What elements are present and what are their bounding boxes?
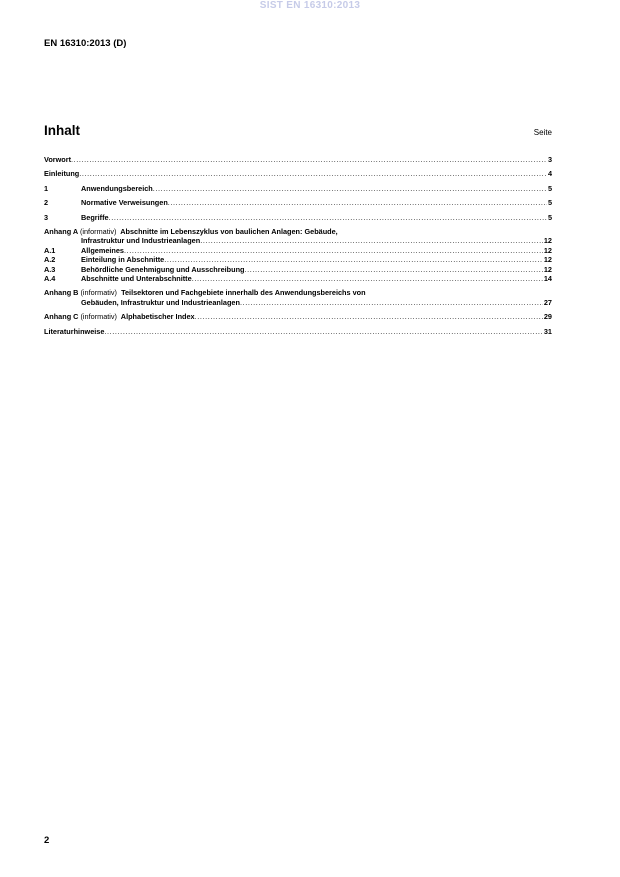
toc-entry-number: 3 (44, 212, 49, 222)
toc-title: Inhalt (44, 123, 80, 138)
dot-leader (195, 312, 543, 321)
toc-annex-a[interactable] (44, 227, 552, 246)
toc-entry-number: A.2 (44, 255, 56, 265)
annex-a-heading (44, 227, 552, 236)
annex-kind: (informativ) (80, 288, 117, 298)
toc-entry-label: Begriffe (81, 212, 109, 222)
toc-entry-normative-verweisungen[interactable] (44, 198, 552, 207)
annex-title-line2: Infrastruktur und Industrieanlagen (81, 236, 201, 246)
dot-leader (124, 246, 543, 255)
annex-c-heading (44, 312, 195, 321)
toc-entry-page: 4 (547, 169, 552, 179)
toc-entry-page: 31 (543, 326, 552, 336)
toc-entry-page: 3 (547, 155, 552, 164)
dot-leader (109, 213, 547, 222)
toc-entry-anwendungsbereich[interactable] (44, 184, 552, 193)
dot-leader (245, 265, 543, 274)
toc-entry-page: 12 (543, 255, 552, 265)
dot-leader (79, 169, 547, 178)
toc-entry-label: Einleitung (44, 169, 80, 179)
toc-entry-a2[interactable] (44, 255, 552, 264)
toc-entry-number: 1 (44, 183, 49, 193)
toc-entry-page: 5 (547, 198, 552, 208)
toc-entry-page: 27 (543, 297, 552, 307)
toc-entry-literaturhinweise[interactable] (44, 327, 552, 336)
toc-entry-label: Vorwort (44, 155, 72, 164)
annex-b-heading (44, 288, 552, 297)
toc-entry-label: Behördliche Genehmigung und Ausschreibung (81, 264, 245, 274)
toc-entry-vorwort[interactable] (44, 155, 552, 164)
dot-leader (192, 274, 543, 283)
annex-a-title-line2 (44, 236, 552, 245)
toc-entry-a1[interactable] (44, 246, 552, 255)
annex-kind: (informativ) (80, 312, 117, 322)
toc-entry-einleitung[interactable] (44, 169, 552, 178)
dot-leader (164, 255, 543, 264)
toc-entry-label: Anwendungsbereich (81, 183, 153, 193)
toc-entry-number: 2 (44, 198, 49, 208)
toc-entry-page: 12 (543, 245, 552, 255)
toc-entry-label: Allgemeines (81, 245, 124, 255)
annex-title-line1: Abschnitte im Lebenszyklus von baulichen Anlagen: Gebäude, (120, 227, 338, 237)
toc-entry-a4[interactable] (44, 274, 552, 283)
annex-title-line2: Gebäuden, Infrastruktur und Industrieanlagen (81, 297, 240, 307)
watermark: SIST EN 16310:2013 (259, 0, 361, 11)
dot-leader (71, 155, 547, 164)
table-of-contents (44, 155, 552, 336)
dot-leader (168, 198, 547, 207)
annex-title: Alphabetischer Index (120, 312, 195, 322)
toc-entry-page: 12 (543, 236, 552, 246)
toc-entry-label: Einteilung in Abschnitte (81, 255, 165, 265)
toc-entry-number: A.3 (44, 264, 56, 274)
toc-entry-page: 12 (543, 264, 552, 274)
dot-leader (200, 236, 543, 245)
dot-leader (104, 327, 542, 336)
toc-entry-number: A.1 (44, 245, 56, 255)
toc-entry-label: Literaturhinweise (44, 326, 105, 336)
toc-entry-begriffe[interactable] (44, 213, 552, 222)
dot-leader (153, 184, 547, 193)
toc-annex-c[interactable] (44, 312, 552, 321)
annex-prefix: Anhang C (44, 312, 79, 322)
toc-entry-page: 5 (547, 183, 552, 193)
document-id: EN 16310:2013 (D) (44, 38, 127, 49)
toc-entry-page: 5 (547, 212, 552, 222)
toc-entry-page: 29 (543, 312, 552, 322)
page-number: 2 (44, 835, 50, 846)
toc-entry-page: 14 (543, 274, 552, 284)
dot-leader (240, 298, 543, 307)
annex-prefix: Anhang B (44, 288, 79, 298)
annex-title-line1: Teilsektoren und Fachgebiete innerhalb des Anwendungsbereichs von (121, 288, 366, 298)
annex-prefix: Anhang A (44, 227, 78, 237)
toc-entry-a3[interactable] (44, 265, 552, 274)
annex-b-title-line2 (44, 298, 552, 307)
toc-entry-label: Normative Verweisungen (81, 198, 168, 208)
toc-entry-label: Abschnitte und Unterabschnitte (81, 274, 192, 284)
toc-entry-number: A.4 (44, 274, 56, 284)
toc-annex-b[interactable] (44, 288, 552, 307)
annex-kind: (informativ) (79, 227, 117, 237)
page-column-label: Seite (533, 128, 552, 137)
